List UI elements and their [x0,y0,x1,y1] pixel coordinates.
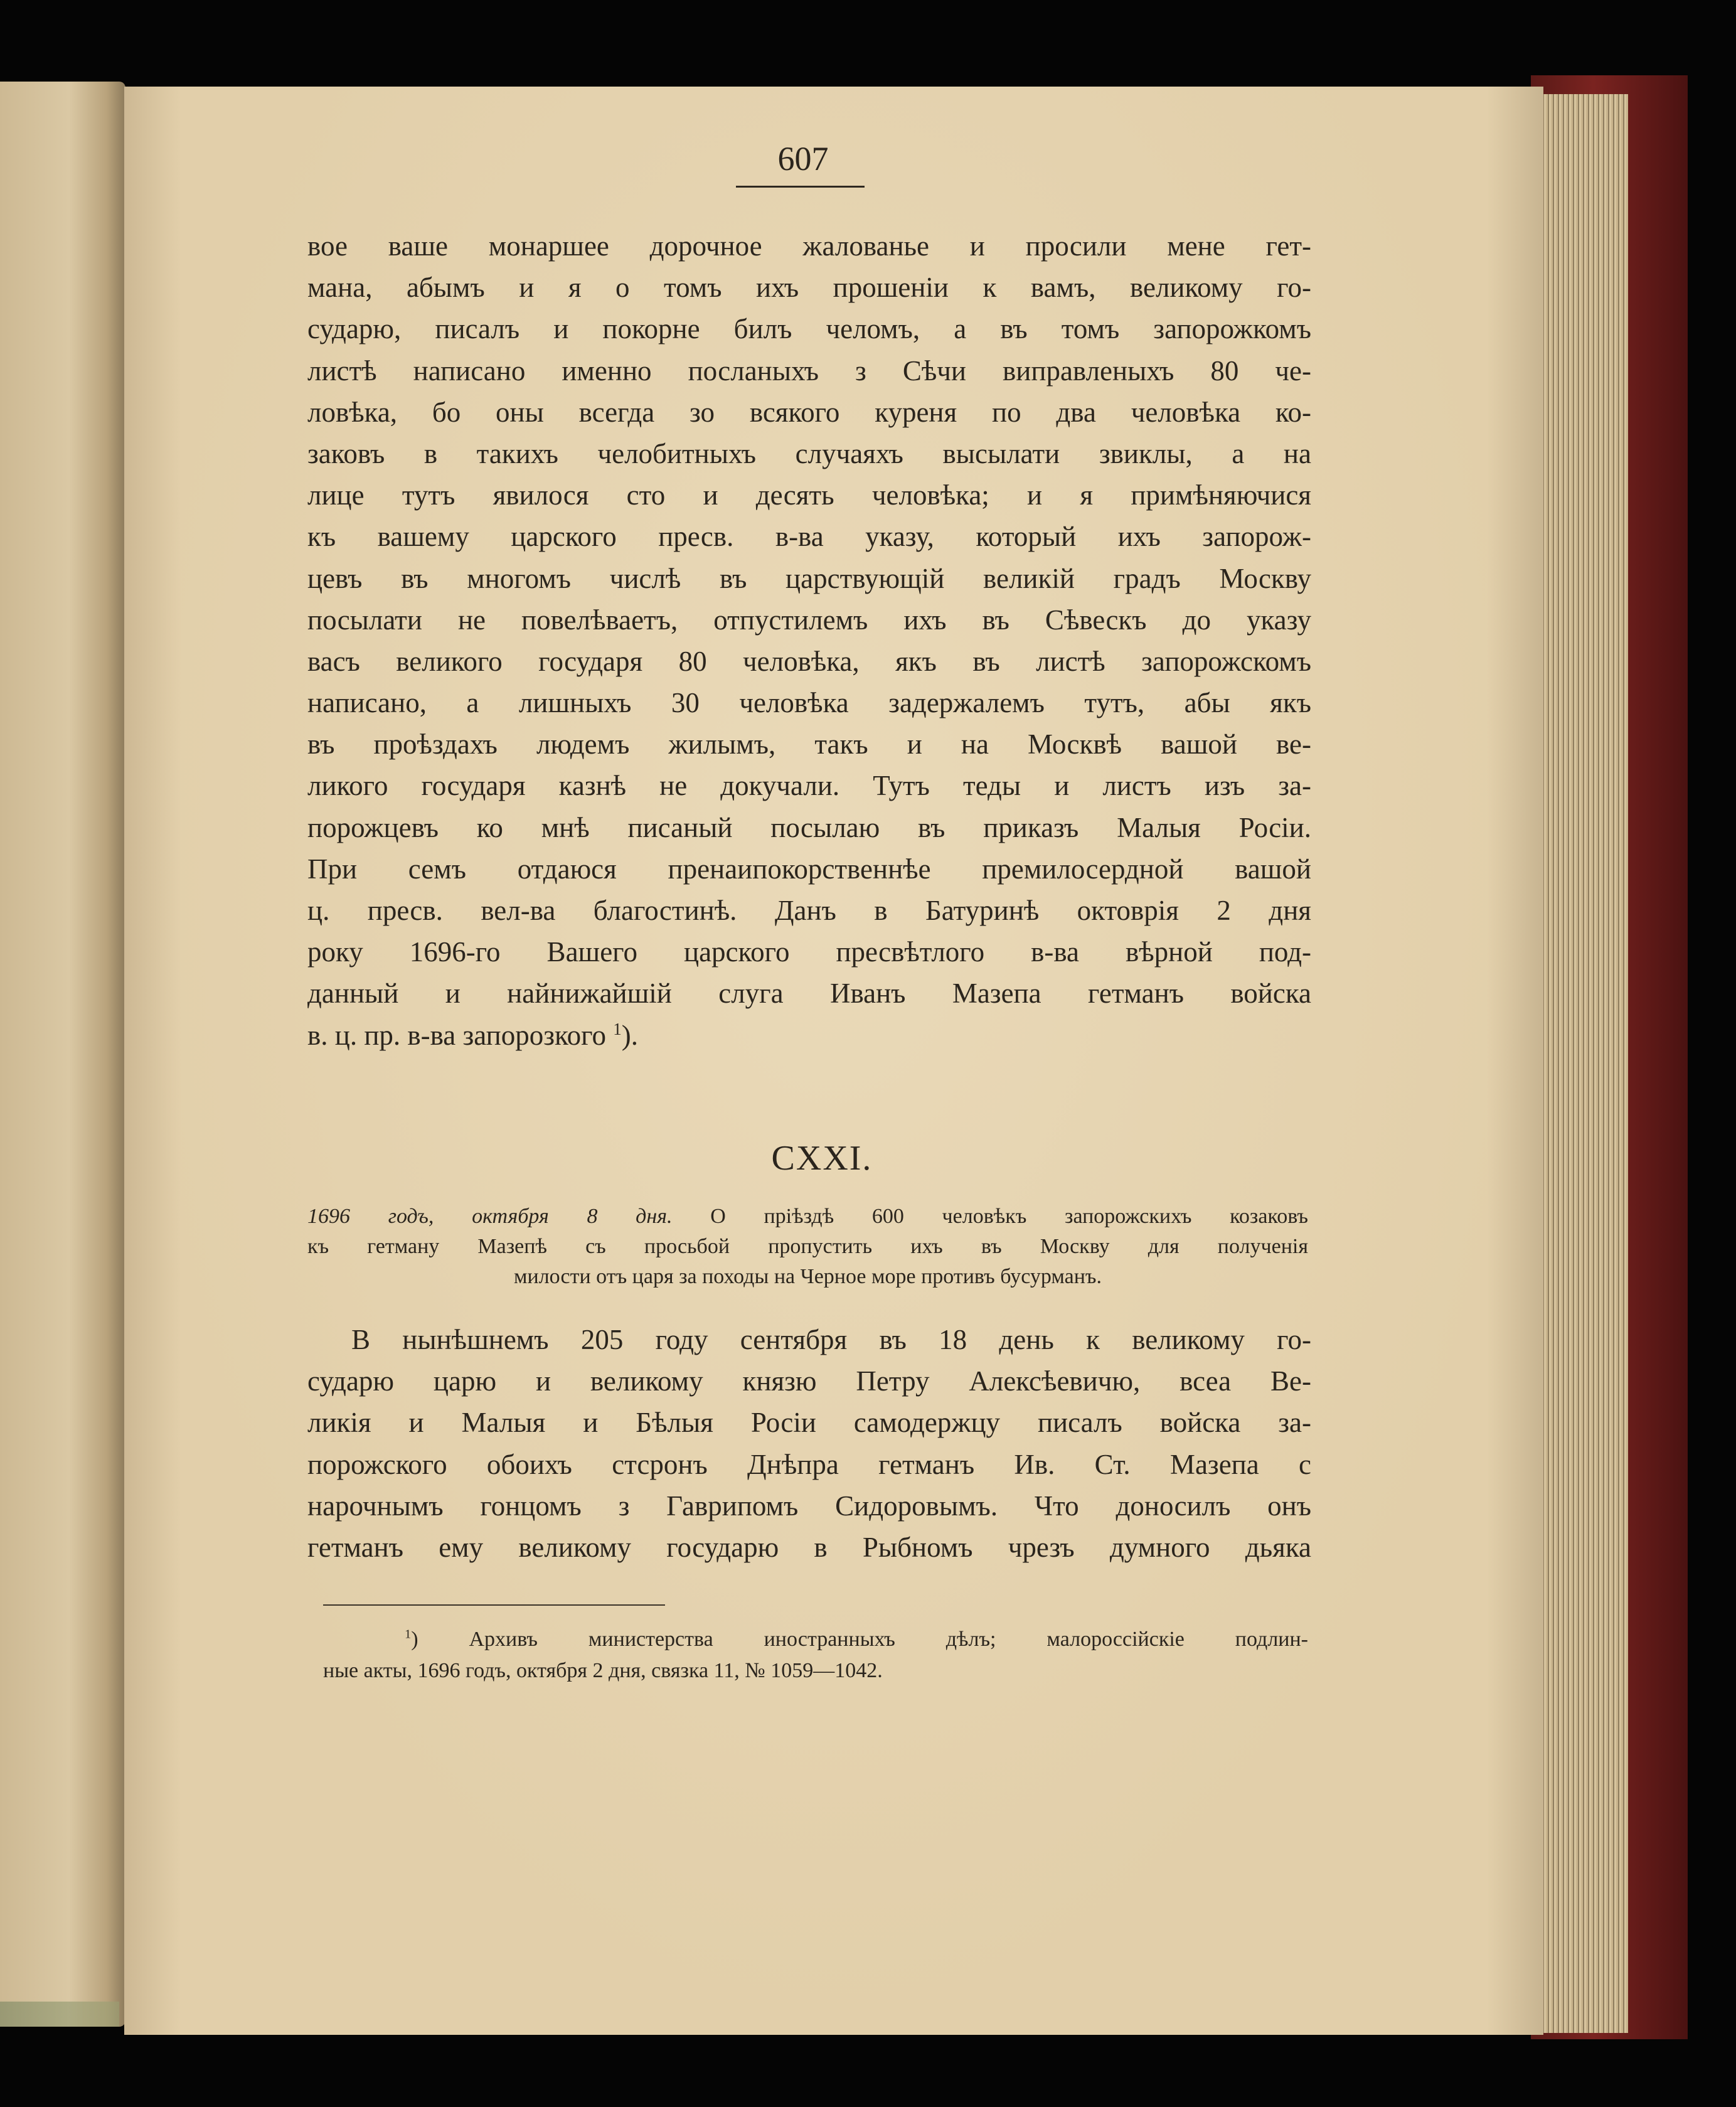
page-stack-edges [1531,94,1628,2033]
text-line: ц. пресв. вел-ва благостинѣ. Данъ в Батуринѣ октоврія 2 дня [307,895,1311,926]
text-line-tail: ). [621,1019,638,1051]
text-line: ловѣка, бо оны всегда зо всякого куреня по два человѣка ко- [307,396,1311,428]
summary-line: къ гетману Мазепѣ съ просьбой пропустить ихъ въ Москву для полученія [307,1235,1308,1258]
text-line: ликого государя казнѣ не докучали. Тутъ теды и листъ изъ за- [307,770,1311,802]
text-line: сударю, писалъ и покорне билъ челомъ, а въ томъ запорожкомъ [307,313,1311,345]
summary-date: 1696 годъ, октября 8 дня. [307,1205,673,1228]
text-line: вое ваше монаршее дорочное жалованье и просили мене гет- [307,230,1311,262]
text-line: въ проѣздахъ людемъ жилымъ, такъ и на Москвѣ вашой ве- [307,728,1311,760]
text-line: листѣ написано именно посланыхъ з Сѣчи виправленыхъ 80 че- [307,355,1311,387]
text-line: васъ великого государя 80 человѣка, якъ въ листѣ запорожскомъ [307,645,1311,677]
document-body-text [307,1326,1311,1575]
footnotes [323,1629,1308,1692]
summary-line-text: О пріѣздѣ 600 человѣкъ запорожскихъ козаковъ [672,1205,1308,1228]
text-line: року 1696-го Вашего царского пресвѣтлого в-ва вѣрной под- [307,936,1311,968]
text-line: мана, абымъ и я о томъ ихъ прошеніи к вамъ, великому го- [307,272,1311,304]
summary-line [307,1206,1308,1236]
text-line: заковъ в такихъ челобитныхъ случаяхъ высылати звиклы, а на [307,437,1311,469]
text-line: гетманъ ему великому государю в Рыбномъ чрезъ думного дьяка [307,1531,1311,1563]
left-page-edge [0,82,125,2027]
footnote-line: ные акты, 1696 годъ, октября 2 дня, связка 11, № 1059—1042. [323,1659,883,1682]
footnote-line [323,1629,1308,1660]
page-number-rule [736,186,865,188]
text-line-content: в. ц. пр. в-ва запорозкого [307,1019,614,1051]
footnote-marker: 1 [405,1627,412,1641]
document-summary [307,1206,1308,1296]
text-line [307,1021,1311,1063]
text-line: порожского обоихъ стсронъ Днѣпра гетманъ Ив. Ст. Мазепа с [307,1448,1311,1480]
text-line: нарочнымъ гонцомъ з Гаврипомъ Сидоровымъ. Что доносилъ онъ [307,1490,1311,1522]
text-line: В нынѣшнемъ 205 году сентября въ 18 день к великому го- [351,1324,1311,1355]
left-page-stain [0,2002,119,2027]
text-line: лице тутъ явилося сто и десять человѣка; и я примѣняючися [307,479,1311,511]
footnote-reference: 1 [613,1019,622,1038]
footnote-rule [323,1604,665,1606]
text-line: къ вашему царского пресв. в-ва указу, который ихъ запорож- [307,521,1311,553]
text-line: посылати не повелѣваетъ, отпустилемъ ихъ въ Сѣвескъ до указу [307,604,1311,636]
text-line: ликія и Малыя и Бѣлыя Росіи самодержцу писалъ войска за- [307,1407,1311,1439]
page-number: 607 [777,140,829,178]
text-line: написано, а лишныхъ 30 человѣка задержалемъ тутъ, абы якъ [307,687,1311,719]
section-heading: CXXI. [771,1139,873,1178]
summary-line: милости отъ царя за походы на Черное море противъ бусурманъ. [514,1265,1102,1288]
text-line: порожцевъ ко мнѣ писаный посылаю въ приказъ Малыя Росіи. [307,811,1311,843]
text-line: данный и найнижайшій слуга Иванъ Мазепа гетманъ войска [307,978,1311,1010]
text-line: При семъ отдаюся пренаипокорственнѣе премилосердной вашой [307,853,1311,885]
letter-text-continued [307,232,1311,1063]
text-line: цевъ въ многомъ числѣ въ царствующій великій градъ Москву [307,562,1311,594]
footnote-text: ) Архивъ министерства иностранныхъ дѣлъ; малороссійскіе подлин- [411,1628,1308,1651]
text-line: сударю царю и великому князю Петру Алексѣевичю, всеа Ве- [307,1365,1311,1397]
